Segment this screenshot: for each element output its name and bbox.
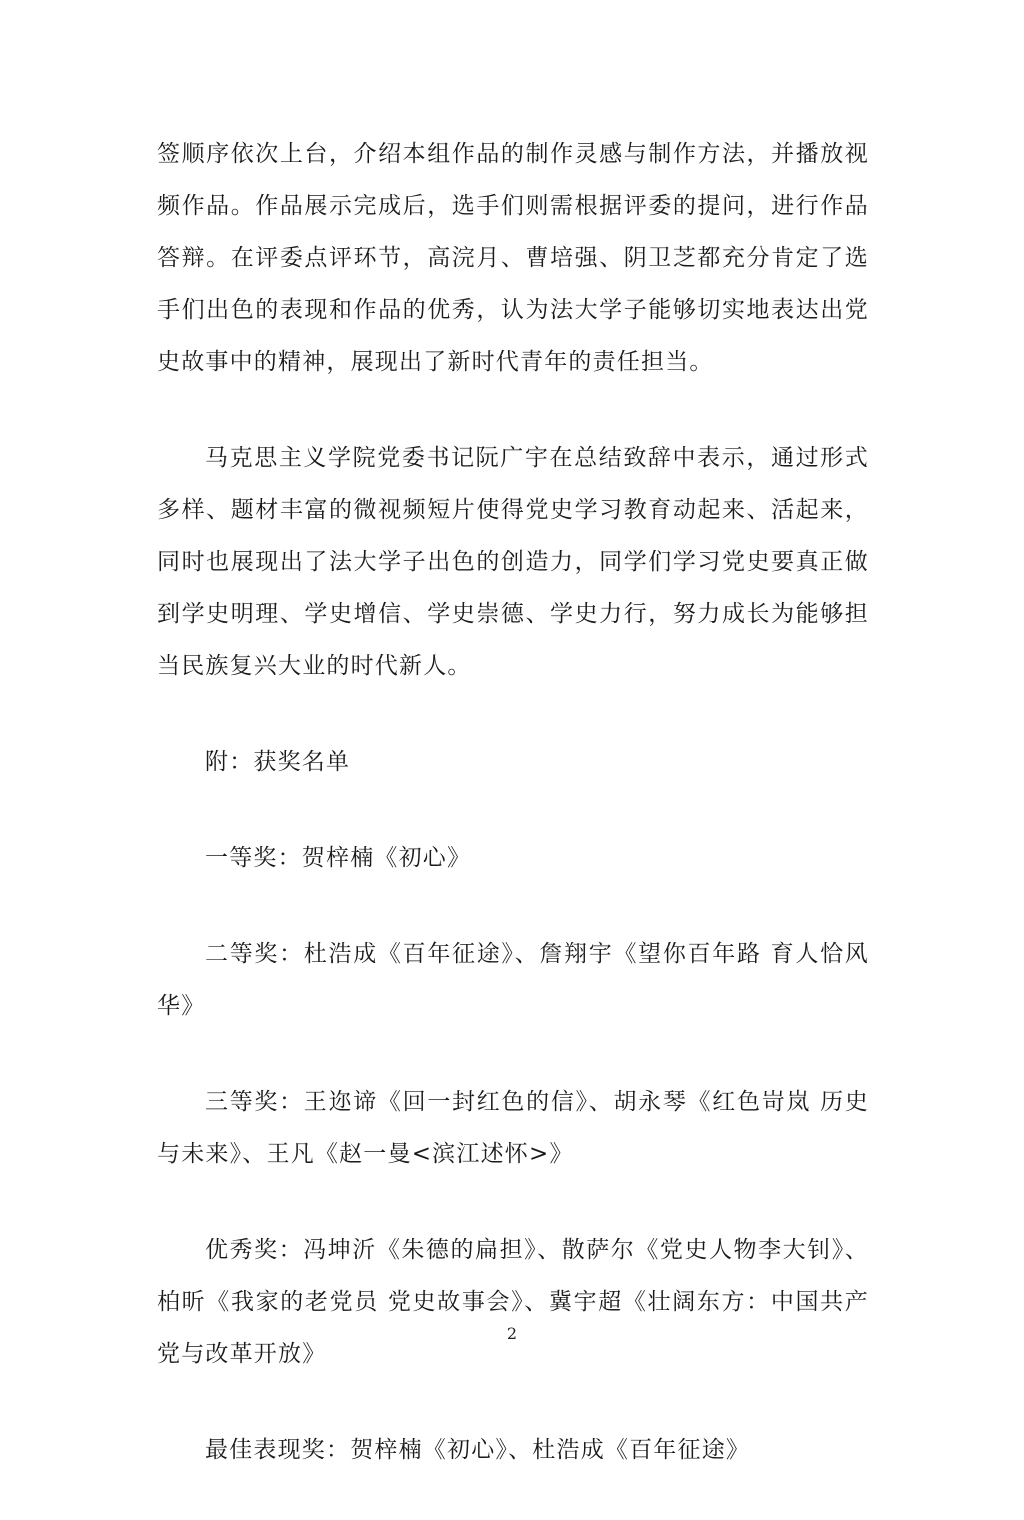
award-list-heading: 附：获奖名单 — [205, 749, 351, 775]
award-best-performance: 最佳表现奖：贺梓楠《初心》、杜浩成《百年征途》 — [205, 1437, 751, 1463]
award-third-prize: 三等奖：王迩谛《回一封红色的信》、胡永琴《红色岢岚 历史与未来》、王凡《赵一曼<滨江述怀>》 — [157, 1089, 869, 1167]
award-first-prize: 一等奖：贺梓楠《初心》 — [205, 845, 472, 871]
document-body — [157, 128, 869, 1520]
award-excellence-prize: 优秀奖：冯坤沂《朱德的扁担》、散萨尔《党史人物李大钊》、柏昕《我家的老党员 党史故事会》、冀宇超《壮阔东方：中国共产党与改革开放》 — [157, 1237, 869, 1367]
award-second-prize: 二等奖：杜浩成《百年征途》、詹翔宇《望你百年路 育人恰风华》 — [157, 941, 869, 1019]
paragraph-closing-speech: 马克思主义学院党委书记阮广宇在总结致辞中表示，通过形式多样、题材丰富的微视频短片使得党史学习教育动起来、活起来，同时也展现出了法大学子出色的创造力，同学们学习党史要真正做到学史明理、学史增信、学史崇德、学史力行，努力成长为能够担当民族复兴大业的时代新人。 — [157, 445, 869, 679]
paragraph-continuation: 签顺序依次上台，介绍本组作品的制作灵感与制作方法，并播放视频作品。作品展示完成后，选手们则需根据评委的提问，进行作品答辩。在评委点评环节，高浣月、曹培强、阴卫芝都充分肯定了选手们出色的表现和作品的优秀，认为法大学子能够切实地表达出党史故事中的精神，展现出了新时代青年的责任担当。 — [157, 141, 869, 375]
page-number: 2 — [506, 1324, 518, 1343]
